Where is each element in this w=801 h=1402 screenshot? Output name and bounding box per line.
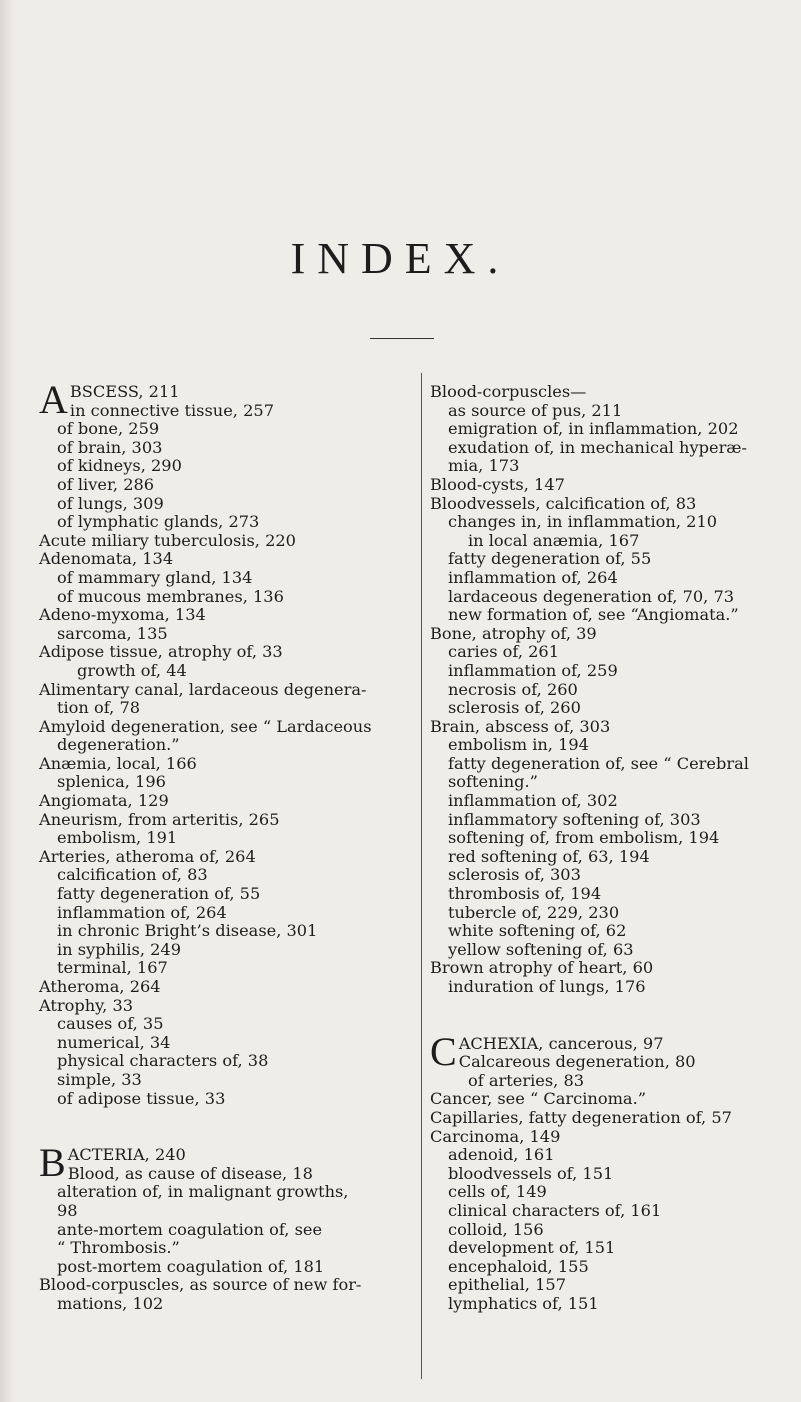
index-entry: Alimentary canal, lardaceous degenera- [39,679,367,699]
section-a-first-line: BSCESS, 211 [69,382,180,401]
index-entry: growth of, 44 [77,660,187,680]
section-c [430,1028,780,1314]
index-entry: yellow softening of, 63 [448,939,634,959]
index-entry: Angiomata, 129 [39,791,169,811]
index-entry: tubercle of, 229, 230 [448,902,620,922]
section-b-second-line: Blood, as cause of disease, 18 [67,1163,313,1183]
index-entry: of brain, 303 [57,437,163,457]
index-entry: fatty degeneration of, see “ Cerebral [448,753,749,773]
right-column [430,383,780,1314]
index-entry: emigration of, in inflammation, 202 [448,419,739,439]
index-entry: Atrophy, 33 [39,995,134,1015]
index-entry: Adenomata, 134 [39,549,174,569]
index-entry: encephaloid, 155 [448,1256,589,1276]
index-entry: sclerosis of, 303 [448,865,581,885]
index-entry: adenoid, 161 [448,1145,555,1165]
dropcap-c: C [430,1028,457,1074]
left-column [39,377,419,1314]
index-entry: of bone, 259 [57,419,160,439]
index-entry: changes in, in inflammation, 210 [448,512,718,532]
index-entry: caries of, 261 [448,642,560,662]
index-entry: Anæmia, local, 166 [39,753,197,773]
section-c-entries [430,1072,780,1314]
index-entry: Capillaries, fatty degeneration of, 57 [430,1107,732,1127]
index-entry: Adipose tissue, atrophy of, 33 [39,642,283,662]
index-entry: “ Thrombosis.” [57,1238,180,1258]
index-entry: cells of, 149 [448,1182,547,1202]
index-entry: of kidneys, 290 [57,456,182,476]
index-entry: epithelial, 157 [448,1275,566,1295]
index-entry: lardaceous degeneration of, 70, 73 [448,586,735,606]
index-entry: Brown atrophy of heart, 60 [430,958,654,978]
index-entry: development of, 151 [448,1238,616,1258]
index-entry: bloodvessels of, 151 [448,1163,614,1183]
index-entry: in chronic Bright’s disease, 301 [57,921,318,941]
index-entry: colloid, 156 [448,1219,544,1239]
dropcap-a: A [39,377,68,422]
section-b-continued [430,383,780,997]
index-entry: Acute miliary tuberculosis, 220 [39,530,296,550]
section-a-entries [39,420,419,1108]
index-entry: necrosis of, 260 [448,679,578,699]
index-entry: 98 [57,1200,78,1220]
index-entry: terminal, 167 [57,958,168,978]
section-b-first-line: ACTERIA, 240 [67,1145,186,1165]
index-entry: exudation of, in mechanical hyperæ- [448,437,747,457]
index-entry: Blood-corpuscles— [430,382,587,401]
section-gap [39,1108,419,1146]
index-entry: of lungs, 309 [57,493,164,513]
index-entry: sclerosis of, 260 [448,698,581,718]
column-divider [421,373,422,1379]
index-entry: calcification of, 83 [57,865,208,885]
index-entry: softening.” [448,772,538,792]
index-entry: embolism, 191 [57,828,178,848]
index-entry: of arteries, 83 [468,1070,585,1090]
index-entry: degeneration.” [57,735,180,755]
index-entry: inflammatory softening of, 303 [448,809,701,829]
index-entry: ante-mortem coagulation of, see [57,1219,323,1239]
index-entry: of lymphatic glands, 273 [57,512,260,532]
index-entry: inflammation of, 302 [448,791,618,811]
section-b-entries [39,1183,419,1313]
index-entry: lymphatics of, 151 [448,1293,599,1313]
index-entry: Bone, atrophy of, 39 [430,623,597,643]
index-entry: clinical characters of, 161 [448,1200,662,1220]
section-a [39,377,419,1108]
index-entry: Arteries, atheroma of, 264 [39,846,256,866]
index-entry: mia, 173 [448,456,520,476]
index-entry: inflammation of, 264 [448,567,618,587]
dropcap-b: B [39,1140,66,1186]
section-b [39,1140,419,1313]
index-entry: mations, 102 [57,1293,164,1313]
section-a-second-line: in connective tissue, 257 [69,400,274,420]
index-entry: post-mortem coagulation of, 181 [57,1256,325,1276]
index-entry: alteration of, in malignant growths, [57,1182,349,1202]
index-entry: white softening of, 62 [448,921,627,941]
index-entry: Aneurism, from arteritis, 265 [39,809,280,829]
index-entry: numerical, 34 [57,1032,171,1052]
index-entry: sarcoma, 135 [57,623,168,643]
index-entry: fatty degeneration of, 55 [448,549,652,569]
index-entry: tion of, 78 [57,698,141,718]
index-entry: Atheroma, 264 [39,977,161,996]
index-entry: splenica, 196 [57,772,166,792]
index-entry: Blood-cysts, 147 [430,474,565,494]
index-entry: induration of lungs, 176 [448,977,646,996]
page-title: INDEX. [290,234,511,283]
index-entry: new formation of, see “Angiomata.” [448,605,739,625]
index-entry: inflammation of, 259 [448,660,618,680]
index-entry: inflammation of, 264 [57,902,227,922]
title-rule [370,338,434,339]
index-entry: Bloodvessels, calcification of, 83 [430,493,697,513]
paper-edge [0,0,14,1402]
index-entry: as source of pus, 211 [448,400,623,420]
index-entry: Cancer, see “ Carcinoma.” [430,1089,647,1109]
index-entry: thrombosis of, 194 [448,884,602,904]
index-entry: red softening of, 63, 194 [448,846,650,866]
index-entry: Brain, abscess of, 303 [430,716,611,736]
section-gap [430,997,780,1035]
index-entry: of liver, 286 [57,474,155,494]
index-entry: in syphilis, 249 [57,939,182,959]
section-c-first-line: ACHEXIA, cancerous, 97 [458,1033,664,1053]
index-entry: physical characters of, 38 [57,1051,269,1071]
index-entry: embolism in, 194 [448,735,589,755]
index-entry: Adeno-myxoma, 134 [39,605,206,625]
index-entry: simple, 33 [57,1069,142,1089]
index-entry: of adipose tissue, 33 [57,1088,226,1108]
index-entry: fatty degeneration of, 55 [57,884,261,904]
section-c-second-line: Calcareous degeneration, 80 [458,1052,696,1072]
index-entry: causes of, 35 [57,1014,164,1034]
index-entry: softening of, from embolism, 194 [448,828,720,848]
index-entry: Amyloid degeneration, see “ Lardaceous [39,716,372,736]
index-entry: in local anæmia, 167 [468,530,640,550]
index-entry: of mammary gland, 134 [57,567,253,587]
index-entry: of mucous membranes, 136 [57,586,284,606]
index-entry: Blood-corpuscles, as source of new for- [39,1275,362,1295]
index-entry: Carcinoma, 149 [430,1126,561,1146]
